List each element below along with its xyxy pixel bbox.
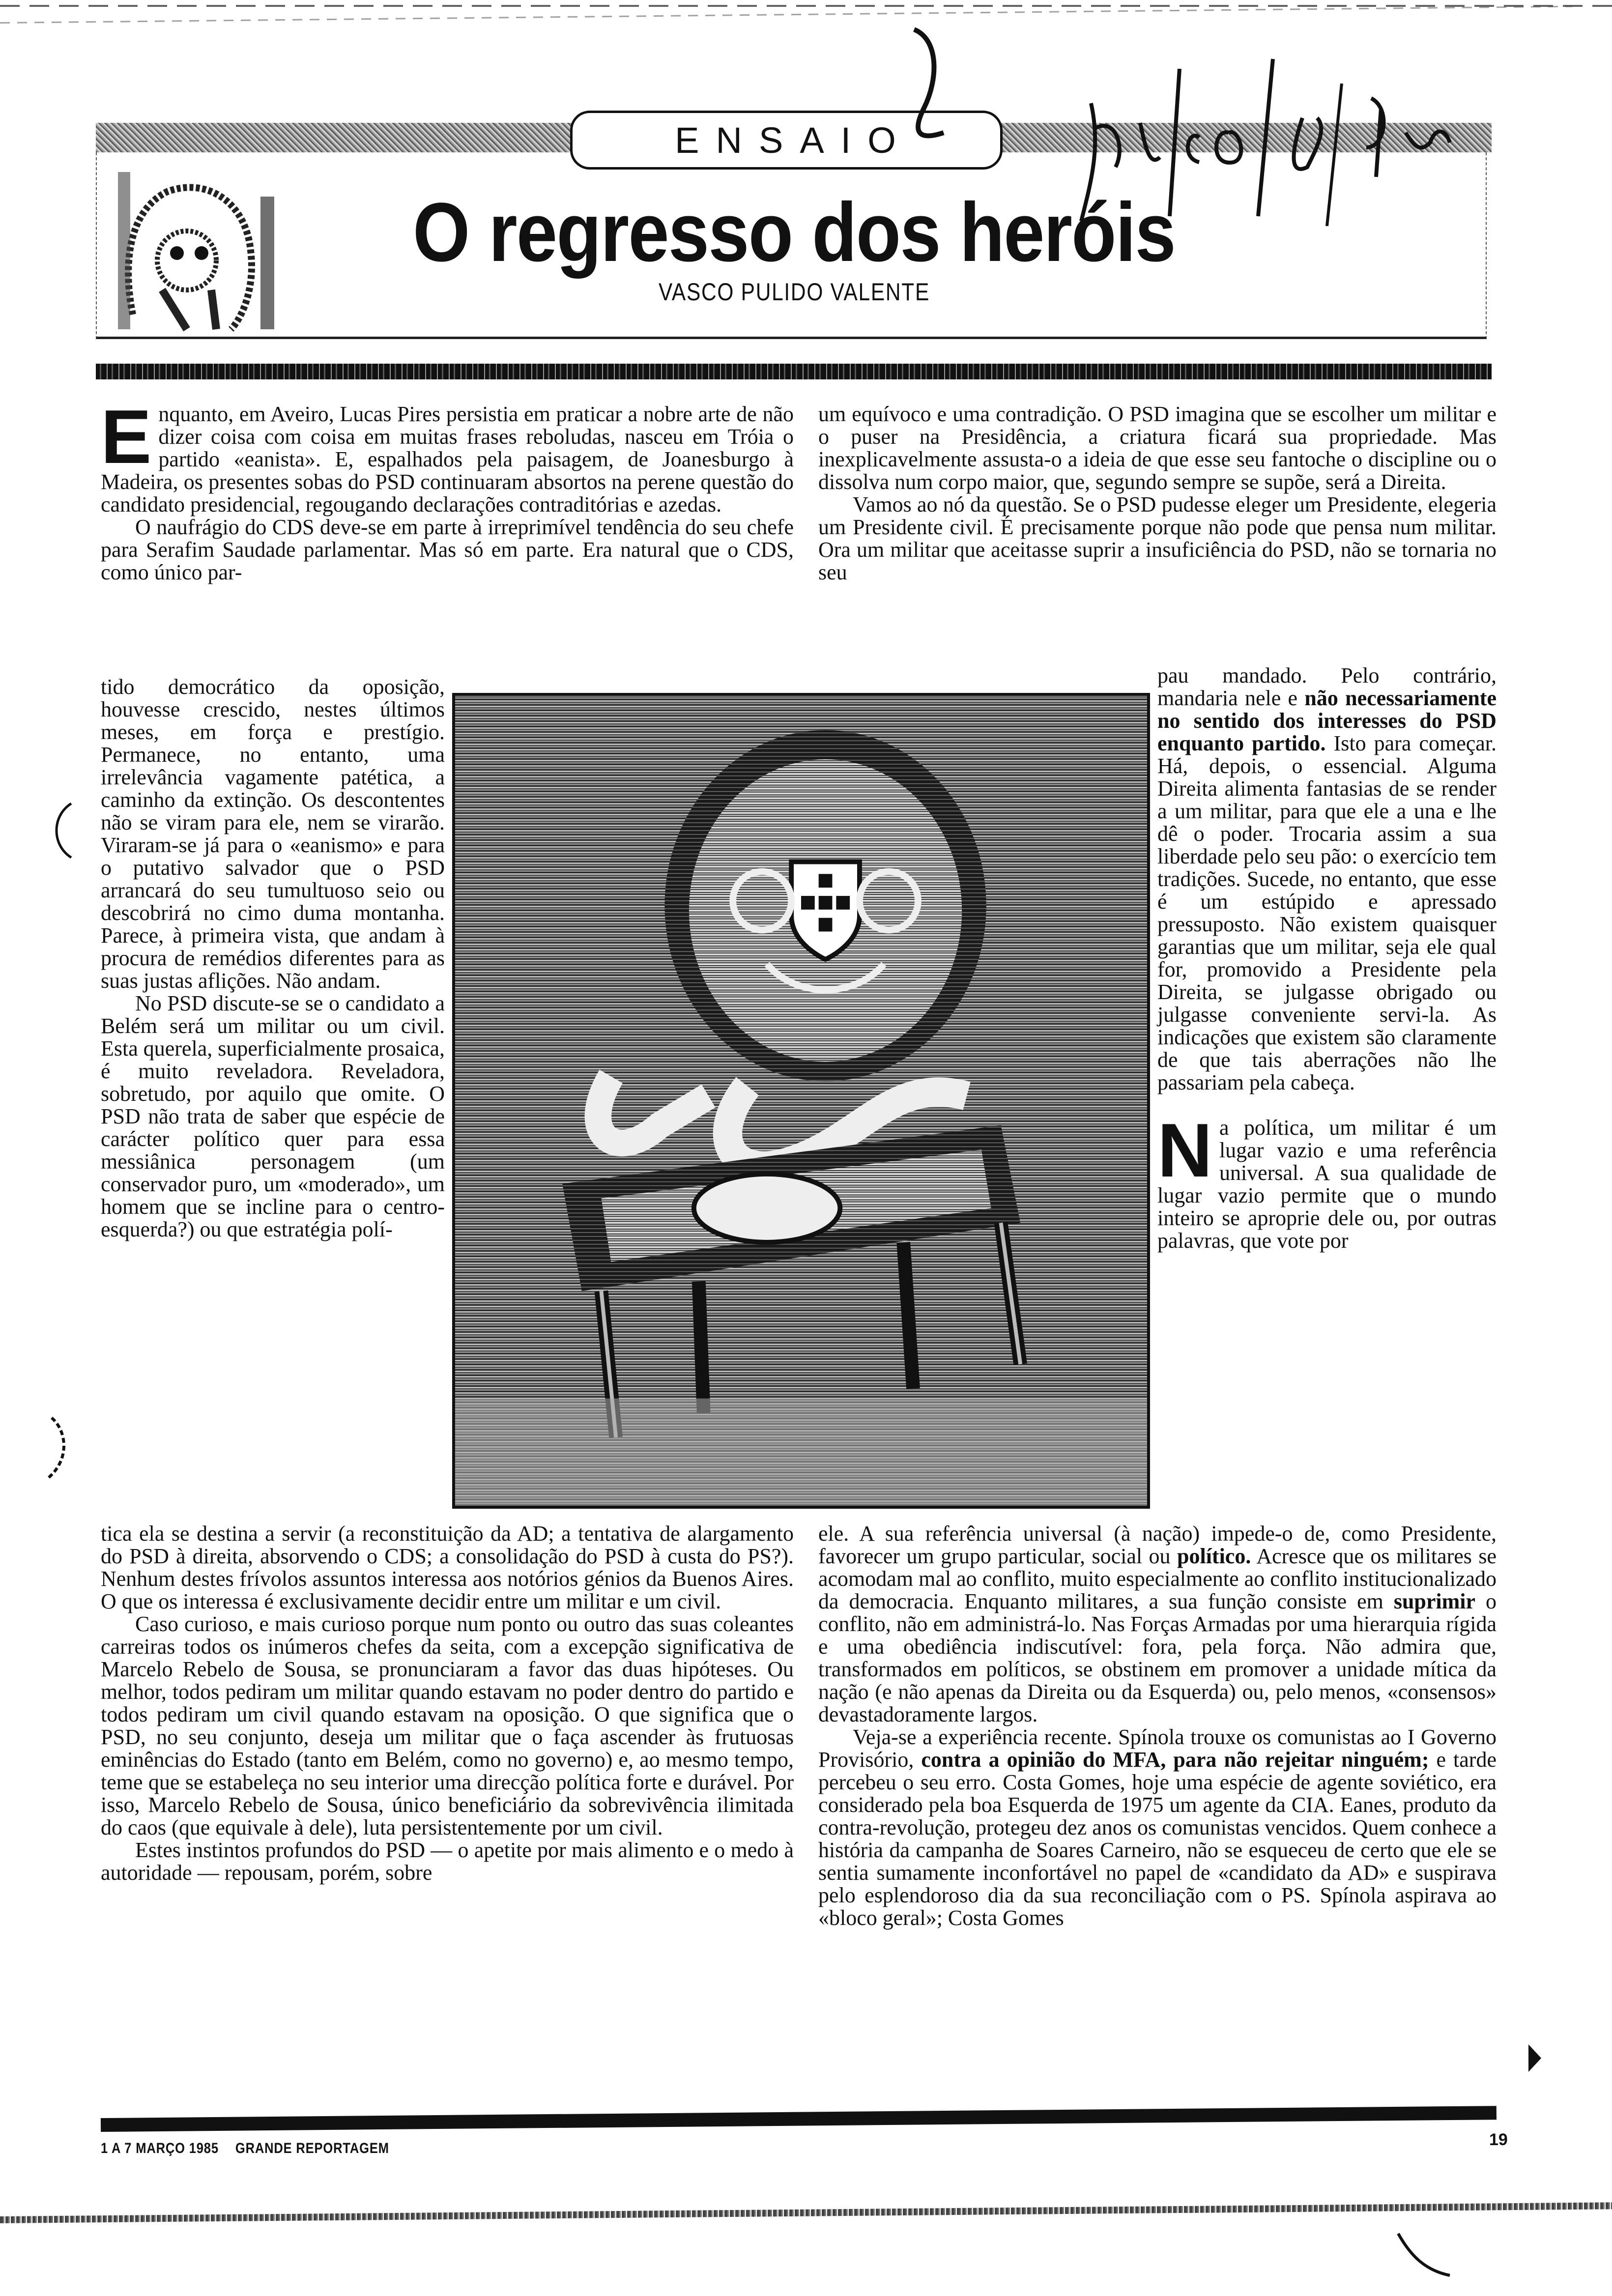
article-title: O regresso dos heróis: [413, 186, 1176, 279]
margin-bracket-mark: [42, 1415, 71, 1484]
article-author: VASCO PULIDO VALENTE: [659, 278, 930, 306]
paragraph: tido democrático da oposição, houvesse crescido, nestes últimos meses, em força e prestígio. Permanece, no entanto, uma irrelevância vagamente patética, a caminho da extinção. Os descontentes não se viram para ele, nem se virarão. Viraram-se já para o «eanismo» e para o putativo salvador que o PSD arrancará do seu tumultuoso seio ou descobrirá no cimo duma montanha. Parece, à primeira vista, que andam à procura de remédios diferentes para as suas justas aflições. Não andam.: [101, 675, 445, 993]
paragraph: tica ela se destina a servir (a reconstituição da AD; a tentativa de alargamento do PSD à direita, absorvendo o CDS; a consolidação do PSD à custa do PS?). Nenhum destes frívolos assuntos interessa aos notórios génios da Buenos Aires. O que os interessa é exclusivamente decidir entre um militar e um civil.: [101, 1521, 794, 1613]
paragraph-text: Isto para começar. Há, depois, o essencial. Alguma Direita alimenta fantasias de se render a um militar, para que ele a una e lhe dê o poder. Trocaria assim a sua liberdade pelo seu pão: o exercício tem tradições. Sucede, no entanto, que esse é um estúpido e apressado pressuposto. Não existem quaisquer garantias que um militar, seja ele qual for, promovido a Presidente pela Direita, se julgasse obrigado ou julgasse conveniente servi-la. As indicações que existem são claramente de que tais aberrações não lhe passariam pela cabeça.: [1157, 731, 1497, 1094]
dropcap: N: [1157, 1108, 1212, 1193]
paragraph-text: o conflito, não em administrá-lo. Nas Forças Armadas por uma hierarquia rígida e uma obediência indiscutível: fora, pela força. Não admira que, transformados em políticos, se obstinem em promover a unidade mítica da nação (e não apenas da Direita ou da Esquerda) ou, pelo menos, «consensos» devastadoramente largos.: [818, 1589, 1497, 1726]
continue-arrow-icon: [1528, 2044, 1541, 2072]
paragraph-text-bold: suprimir: [1393, 1589, 1476, 1613]
paragraph: O naufrágio do CDS deve-se em parte à irreprimível tendência do seu chefe para Serafim Saudade parlamentar. Mas só em parte. Era natural que o CDS, como único par-: [101, 515, 794, 584]
page-number: 19: [1489, 2130, 1508, 2149]
scan-artifact-bottom: [0, 2202, 1612, 2223]
paragraph-text-bold: político.: [1177, 1544, 1251, 1568]
paragraph-text: nquanto, em Aveiro, Lucas Pires persistia em praticar a nobre arte de não dizer coisa com coisa em muitas frases reboludas, nasceu em Tróia o partido «eanista». E, espalhados pela paisagem, de Joanesburgo à Madeira, os presentes sobas do PSD continuaram absortos na perene questão do candidato presidencial, regougando declarações contraditórias e azedas.: [101, 402, 794, 517]
paragraph-text: pau mandado. Pelo contrário, mandaria nele e: [1157, 663, 1497, 710]
chair-illustration: [452, 693, 1150, 1509]
paragraph-text: Veja-se a experiência recente. Spínola trouxe os comunistas ao I Governo Provisório,: [818, 1725, 1497, 1772]
paragraph-text-bold: não necessariamente no sentido dos interesses do PSD enquanto partido.: [1157, 686, 1497, 755]
paragraph: [818, 1726, 1497, 1929]
margin-stroke-mark: [1396, 2231, 1455, 2280]
scan-artifact-top: [0, 5, 1612, 7]
paragraph-text: ele. A sua referência universal (à nação) impede-o de, como Presidente, favorecer um grupo particular, social ou: [818, 1521, 1497, 1568]
handwritten-annotation: [885, 20, 1499, 226]
issue-date: 1 A 7 MARÇO 1985: [101, 2140, 219, 2156]
paragraph-text-bold: contra a opinião do MFA, para não rejeitar ninguém;: [921, 1748, 1429, 1772]
publication-name: GRANDE REPORTAGEM: [235, 2140, 389, 2156]
article-column-1-top: [101, 394, 794, 584]
paragraph: Estes instintos profundos do PSD — o apetite por mais alimento e o medo à autoridade — repousam, porém, sobre: [101, 1838, 794, 1885]
paragraph: No PSD discute-se se o candidato a Belém será um militar ou um civil. Esta querela, superficialmente prosaica, é muito reveladora. Reveladora, sobretudo, por aquilo que omite. O PSD não trata de saber que espécie de carácter político quer para essa messiânica personagem (um conservador puro, um «moderado», um homem que se incline para o centro-esquerda?) ou que estratégia polí-: [101, 991, 445, 1241]
paragraph: um equívoco e uma contradição. O PSD imagina que se escolher um militar e o puser na Presidência, a criatura ficará sua propriedade. Mas inexplicavelmente assusta-o a ideia de que esse seu fantoche o discipline ou o dissolva num corpo maior, que, segundo sempre se supõe, será a Direita.: [818, 402, 1497, 494]
paragraph: Caso curioso, e mais curioso porque num ponto ou outro das suas coleantes carreiras todos os inúmeros chefes da seita, com a excepção significativa de Marcelo Rebelo de Sousa, se pronunciaram a favor das duas hipóteses. Ou melhor, todos pediram um militar quando estavam no poder dentro do partido e todos pediram um civil quando estavam na oposição. O que significa que o PSD, no seu conjunto, deseja um militar que o faça ascender às frutuosas eminências do Estado (tanto em Belém, como no governo) e, ao mesmo tempo, teme que se estabeleça no seu interior uma direcção política forte e durável. Por isso, Marcelo Rebelo de Sousa, único beneficiário da sobrevivência ilimitada do caos (que equivale à dele), luta persistentemente por um civil.: [101, 1612, 794, 1839]
paragraph: [1157, 1108, 1497, 1253]
header-divider: [96, 364, 1492, 379]
paragraph-text: Acresce que os militares se acomodam mal ao conflito, muito especialmente ao conflito institucionalizado da democracia. Enquanto militares, a sua função consiste em: [818, 1544, 1497, 1613]
margin-bracket-mark: [47, 801, 76, 860]
article-column-2-top: [818, 403, 1497, 584]
article-column-2-narrow: [1157, 664, 1497, 1252]
paragraph: Vamos ao nó da questão. Se o PSD pudesse eleger um Presidente, elegeria um Presidente civil. É precisamente porque não pode que pensa num militar. Ora um militar que aceitasse suprir a insuficiência do PSD, não se tornaria no seu: [818, 492, 1497, 584]
paragraph: [818, 1522, 1497, 1726]
paragraph: [1157, 664, 1497, 1094]
author-portrait: [113, 167, 280, 334]
footer-issue-info: [101, 2140, 389, 2157]
article-column-2-bottom: [818, 1522, 1497, 1929]
footer-divider: [101, 2106, 1497, 2132]
paragraph-text: a política, um militar é um lugar vazio e uma referência universal. A sua qualidade de lugar vazio permite que o mundo inteiro se aproprie dele ou, por outras palavras, que vote por: [1157, 1116, 1497, 1253]
dropcap: E: [101, 394, 152, 479]
paragraph-text: e tarde percebeu o seu erro. Costa Gomes, hoje uma espécie de agente soviético, era considerado pela boa Esquerda de 1975 um agente da CIA. Eanes, produto da contra-revolução, protegeu dez anos os comunistas vencidos. Quem conhece a história da campanha de Soares Carneiro, não se esqueceu de certo que ele se sentia sumamente inconfortável no papel de «candidato da AD» e suspirava pelo esplendoroso dia da sua reconciliação com o PS. Spínola aspirava ao «bloco geral»; Costa Gomes: [818, 1748, 1497, 1930]
article-column-1-bottom: [101, 1522, 794, 1884]
section-label: ENSAIO: [570, 111, 1003, 170]
paragraph: [101, 394, 794, 517]
article-column-1-narrow: [101, 676, 445, 1241]
